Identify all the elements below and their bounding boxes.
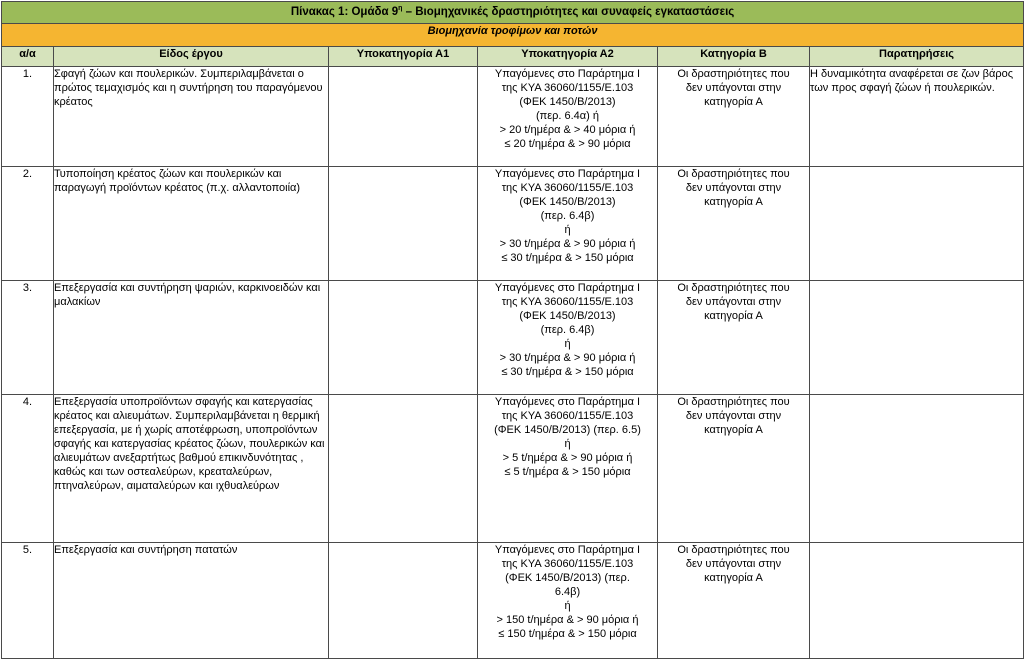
header-a1: Υποκατηγορία Α1	[329, 47, 478, 67]
a2-line: (περ. 6.4β)	[540, 210, 595, 222]
a2-line: ≤ 30 t/ημέρα & > 150 μόρια	[501, 252, 634, 264]
row-a2	[478, 281, 658, 395]
a2-line: ≤ 5 t/ημέρα & > 150 μόρια	[504, 466, 631, 478]
row-number: 3.	[2, 281, 54, 395]
header-aa: α/α	[2, 47, 54, 67]
a2-line: ή	[564, 600, 571, 612]
a2-line: (ΦΕΚ 1450/Β/2013) (περ.	[505, 572, 630, 584]
b-line: δεν υπάγονται στην	[685, 82, 782, 94]
classification-table	[1, 1, 1024, 659]
a2-line: ή	[564, 224, 571, 236]
table-title	[2, 2, 1024, 24]
row-a1	[329, 167, 478, 281]
header-notes: Παρατηρήσεις	[810, 47, 1024, 67]
a2-line: (περ. 6.4β)	[540, 324, 595, 336]
row-number: 2.	[2, 167, 54, 281]
row-b	[658, 395, 810, 543]
b-line: Οι δραστηριότητες που	[677, 68, 790, 80]
b-line: κατηγορία Α	[704, 424, 763, 436]
row-description: Επεξεργασία και συντήρηση ψαριών, καρκινοειδών και μαλακίων	[54, 281, 329, 395]
a2-line: > 5 t/ημέρα & > 90 μόρια ή	[502, 452, 633, 464]
row-b	[658, 543, 810, 659]
table-title-row	[2, 2, 1024, 24]
row-b	[658, 167, 810, 281]
b-line: Οι δραστηριότητες που	[677, 168, 790, 180]
table-title-main: Πίνακας 1: Ομάδα 9	[290, 5, 399, 18]
a2-line: (ΦΕΚ 1450/Β/2013) (περ. 6.5)	[494, 424, 641, 436]
row-a1	[329, 395, 478, 543]
a2-line: ≤ 150 t/ημέρα & > 150 μόρια	[498, 628, 637, 640]
b-line: κατηγορία Α	[704, 310, 763, 322]
b-line: κατηγορία Α	[704, 572, 763, 584]
a2-line: (ΦΕΚ 1450/Β/2013)	[519, 196, 616, 208]
table-row	[2, 167, 1024, 281]
a2-line: της ΚΥΑ 36060/1155/Ε.103	[501, 182, 634, 194]
a2-line: Υπαγόμενες στο Παράρτημα Ι	[494, 544, 641, 556]
header-row	[2, 47, 1024, 67]
row-description: Σφαγή ζώων και πουλερικών. Συμπεριλαμβάνεται ο πρώτος τεμαχισμός και η συντήρηση του παραγόμενου κρέατος	[54, 67, 329, 167]
b-line: δεν υπάγονται στην	[685, 296, 782, 308]
row-number: 1.	[2, 67, 54, 167]
a2-line: > 20 t/ημέρα & > 40 μόρια ή	[499, 124, 636, 136]
row-notes	[810, 543, 1024, 659]
row-number: 4.	[2, 395, 54, 543]
b-line: δεν υπάγονται στην	[685, 410, 782, 422]
b-line: Οι δραστηριότητες που	[677, 544, 790, 556]
header-b: Κατηγορία Β	[658, 47, 810, 67]
header-type: Είδος έργου	[54, 47, 329, 67]
row-a2	[478, 67, 658, 167]
row-description: Επεξεργασία και συντήρηση πατατών	[54, 543, 329, 659]
a2-line: Υπαγόμενες στο Παράρτημα Ι	[494, 168, 641, 180]
table-row	[2, 281, 1024, 395]
a2-line: Υπαγόμενες στο Παράρτημα Ι	[494, 282, 641, 294]
a2-line: 6.4β)	[554, 586, 581, 598]
row-a1	[329, 543, 478, 659]
row-number: 5.	[2, 543, 54, 659]
b-line: κατηγορία Α	[704, 196, 763, 208]
b-line: δεν υπάγονται στην	[685, 558, 782, 570]
a2-line: της ΚΥΑ 36060/1155/Ε.103	[501, 82, 634, 94]
a2-line: ≤ 20 t/ημέρα & > 90 μόρια	[504, 138, 631, 150]
row-description: Επεξεργασία υποπροϊόντων σφαγής και κατεργασίας κρέατος και αλιευμάτων. Συμπεριλαμβάνεται η θερμική επεξεργασία, με ή χωρίς αποτέφρωση, υποπροϊόντων σφαγής και κατεργασίας κρέατος ζώων, πουλερικών και αλιευμάτων ανεξαρτήτως βαθμού επικινδυνότητας , καθώς και των οστεαλεύρων, κρεαταλεύρων, πτηναλεύρων, αιματαλεύρων και ιχθυαλεύρων	[54, 395, 329, 543]
a2-line: (ΦΕΚ 1450/Β/2013)	[519, 310, 616, 322]
row-b	[658, 281, 810, 395]
row-description: Τυποποίηση κρέατος ζώων και πουλερικών και παραγωγή προϊόντων κρέατος (π.χ. αλλαντοποιία)	[54, 167, 329, 281]
b-line: κατηγορία Α	[704, 96, 763, 108]
table-row	[2, 543, 1024, 659]
row-a2	[478, 395, 658, 543]
a2-line: > 30 t/ημέρα & > 90 μόρια ή	[499, 352, 636, 364]
a2-line: της ΚΥΑ 36060/1155/Ε.103	[501, 558, 634, 570]
a2-line: ή	[564, 438, 571, 450]
category-label: Βιομηχανία τροφίμων και ποτών	[2, 24, 1024, 47]
b-line: Οι δραστηριότητες που	[677, 396, 790, 408]
table-row	[2, 67, 1024, 167]
row-a1	[329, 67, 478, 167]
a2-line: (ΦΕΚ 1450/Β/2013)	[519, 96, 616, 108]
a2-line: Υπαγόμενες στο Παράρτημα Ι	[494, 68, 641, 80]
table-row	[2, 395, 1024, 543]
row-notes	[810, 395, 1024, 543]
header-a2: Υποκατηγορία Α2	[478, 47, 658, 67]
row-notes	[810, 167, 1024, 281]
a2-line: ή	[564, 338, 571, 350]
a2-line: (περ. 6.4α) ή	[535, 110, 599, 122]
b-line: δεν υπάγονται στην	[685, 182, 782, 194]
row-a2	[478, 543, 658, 659]
b-line: Οι δραστηριότητες που	[677, 282, 790, 294]
table-title-rest: – Βιομηχανικές δραστηριότητες και συναφείς εγκαταστάσεις	[402, 5, 735, 18]
a2-line: της ΚΥΑ 36060/1155/Ε.103	[501, 410, 634, 422]
a2-line: > 150 t/ημέρα & > 90 μόρια ή	[496, 614, 639, 626]
a2-line: της ΚΥΑ 36060/1155/Ε.103	[501, 296, 634, 308]
row-a2	[478, 167, 658, 281]
a2-line: > 30 t/ημέρα & > 90 μόρια ή	[499, 238, 636, 250]
row-a1	[329, 281, 478, 395]
a2-line: ≤ 30 t/ημέρα & > 150 μόρια	[501, 366, 634, 378]
table-title-superscript: η	[398, 5, 403, 12]
row-notes	[810, 281, 1024, 395]
category-row	[2, 24, 1024, 47]
row-notes: Η δυναμικότητα αναφέρεται σε ζων βάρος των προς σφαγή ζώων ή πουλερικών.	[810, 67, 1024, 167]
a2-line: Υπαγόμενες στο Παράρτημα Ι	[494, 396, 641, 408]
row-b	[658, 67, 810, 167]
